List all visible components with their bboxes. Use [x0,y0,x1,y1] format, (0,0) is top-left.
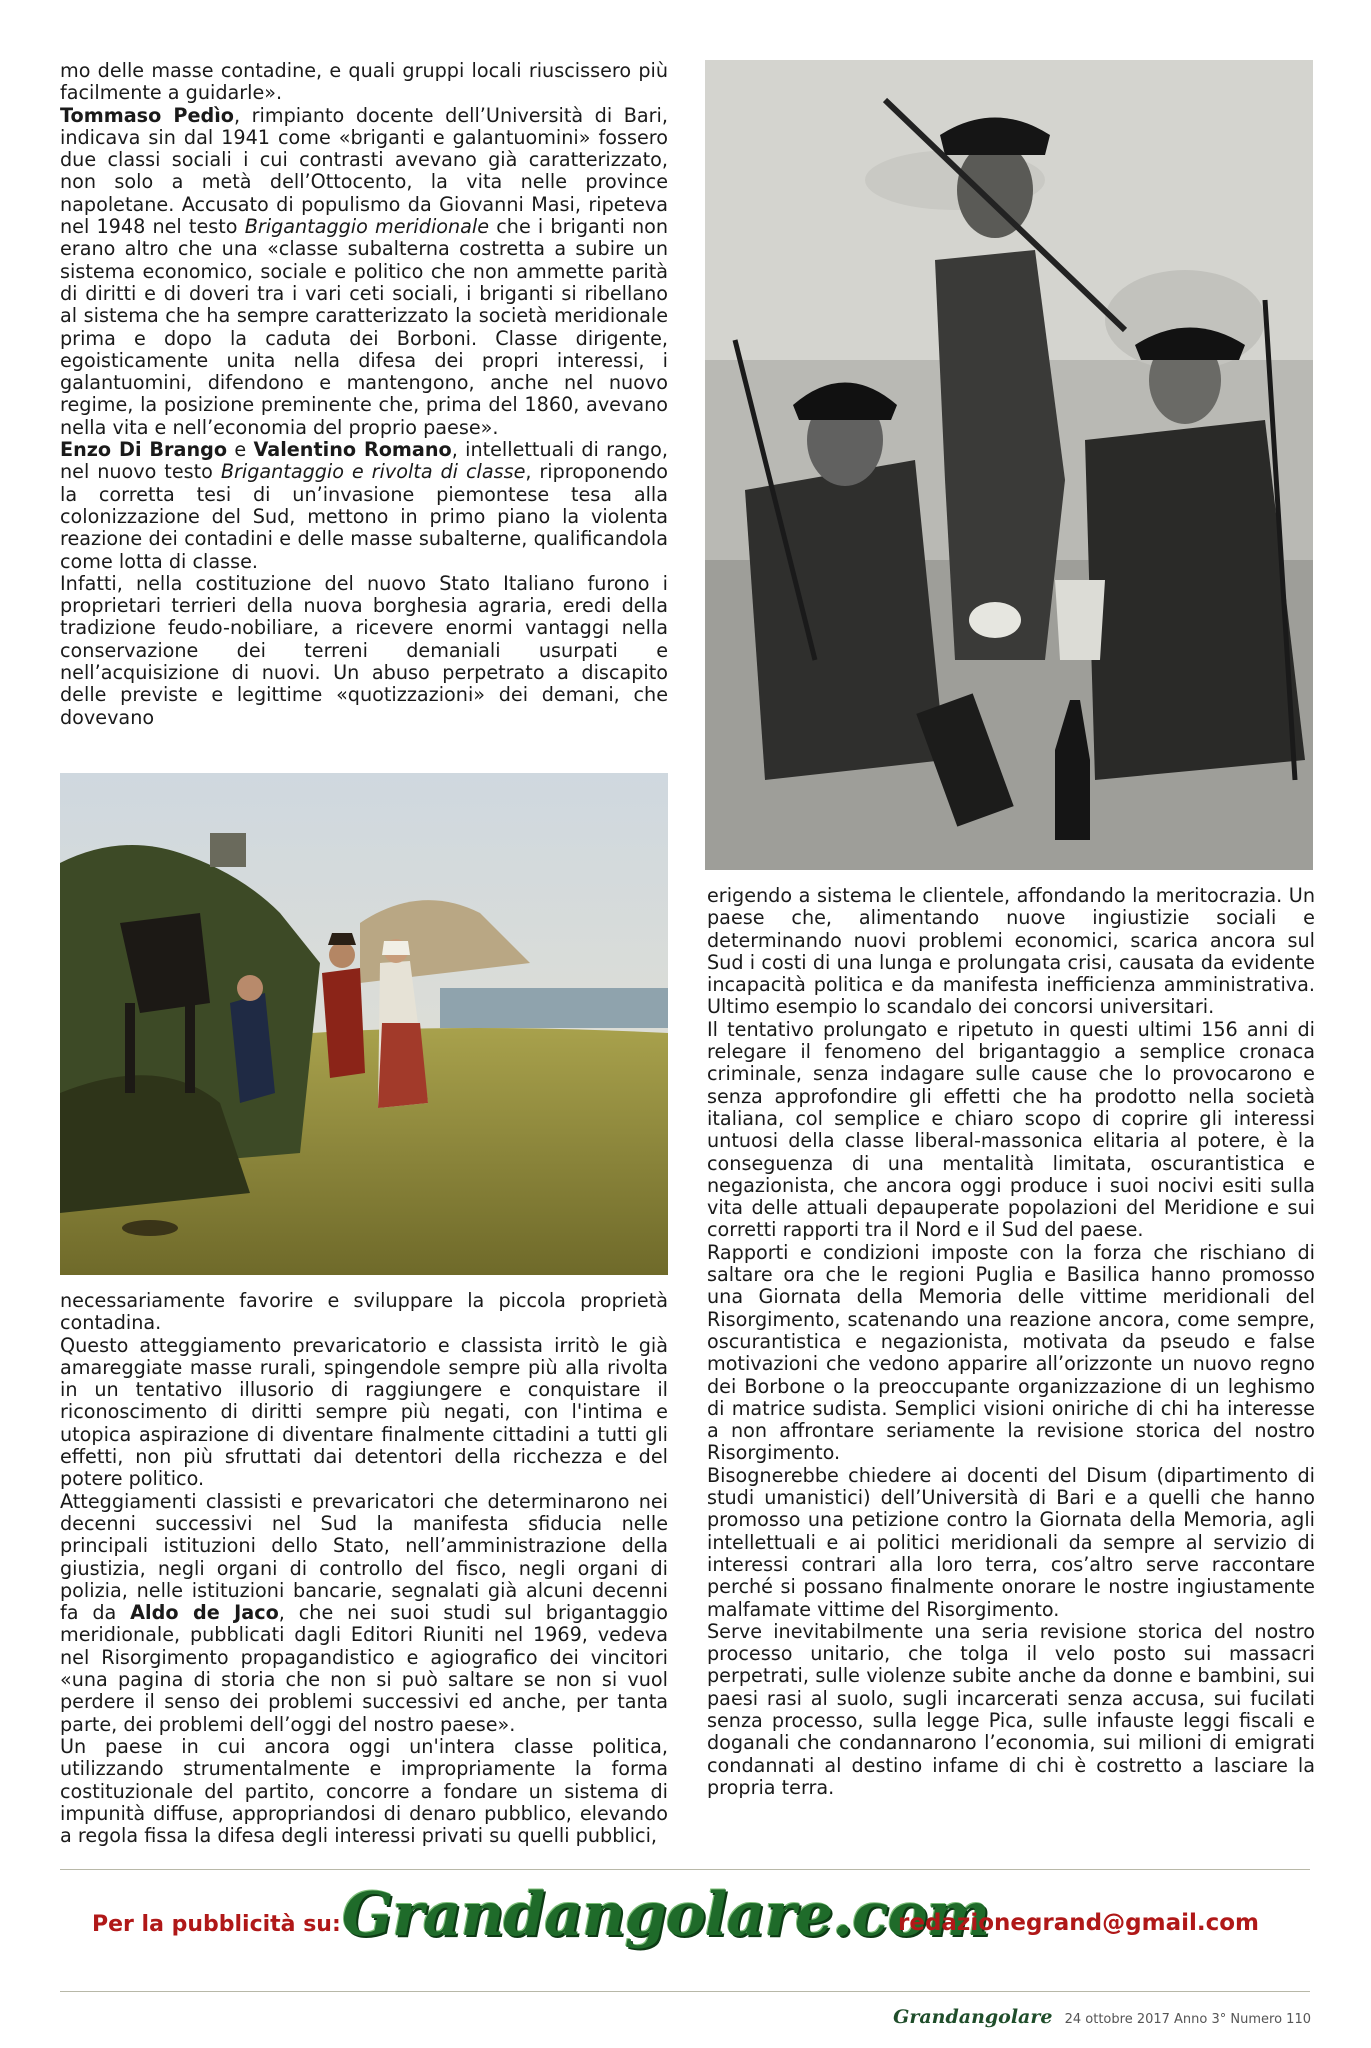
brigands-photograph [705,60,1313,870]
text-run: erigendo a sistema le clientele, affondando la meritocrazia. Un paese che, alimentando nuove ingiustizie sociali e determinando nuovi problemi economici, scarica ancora sul Sud i costi di una lunga e prolungata crisi, causata da evidente incapacità politica e da manifesta inefficienza amministrativa. Ultimo esempio lo scandalo dei concorsi universitari. [707,884,1315,1019]
paragraph [707,1242,1315,1465]
brigands-painting-image [60,773,668,1275]
text-run: Atteggiamenti classisti e prevaricatori che determinarono nei decenni successivi nel Sud la manifesta sfiducia nelle principali istituzioni dello Stato, nell’amministrazione della giustizia, negli organi di controllo del fisco, negli organi di polizia, nelle istituzioni bancarie, segnalati già alcuni decenni fa da [60,1489,668,1625]
paragraph [60,1290,668,1335]
text-run: , riproponendo la corretta tesi di un’invasione piemontese tesa alla colonizzazione del Sud, mettono in primo piano la violenta reazione dei contadini e delle masse subalterne, qualificandola come lotta di classe. [60,460,668,573]
paragraph [60,60,668,105]
bold-name: Enzo Di Brango [60,438,228,462]
text-run: Bisognerebbe chiedere ai docenti del Disum (dipartimento di studi umanistici) dell’Università di Bari e a quelli che hanno promosso una petizione contro la Giornata della Memoria, agli intellettuali e ai politici meridionali da sempre al servizio di interessi contrari alla loro terra, cos’altro serve raccontare perché si possano finalmente onorare le nostre ingiustamente malfamate vittime del Risorgimento. [707,1463,1315,1621]
brand-logo: Grandangolare.com [342,1880,990,1950]
article-column-right [707,885,1315,1799]
brigands-painting [60,773,668,1275]
paragraph [707,1621,1315,1799]
article-column-left-bottom [60,1290,668,1847]
paragraph [707,1465,1315,1621]
paragraph [60,105,668,439]
bold-name: Valentino Romano [253,438,452,462]
paragraph [707,885,1315,1019]
bold-name: Aldo de Jaco [130,1601,279,1625]
paragraph [60,439,668,573]
footer-issue-info: 24 ottobre 2017 Anno 3° Numero 110 [1064,2012,1311,2027]
paragraph [60,573,668,729]
text-run: Infatti, nella costituzione del nuovo Stato Italiano furono i proprietari terrieri della nuova borghesia agraria, eredi della tradizione feudo-nobiliare, a ricevere enormi vantaggi nella conservazione dei terreni demaniali usurpati e nell’acquisizione di nuovi. Un abuso perpetrato a discapito delle previste e legittime «quotizzazioni» dei demani, che dovevano [60,571,668,729]
bold-name: Tommaso Pedìo [60,103,234,127]
text-run: , che nei suoi studi sul brigantaggio meridionale, pubblicati dagli Editori Riuniti nel 1969, vedeva nel Risorgimento propagandistico e agiografico dei vincitori «una pagina di storia che non si può saltare se non si vuol perdere il senso dei problemi successivi ed anche, per tanta parte, dei problemi dell’oggi del nostro paese». [60,1601,668,1736]
ad-bottom-divider [60,1991,1310,1992]
text-run: che i briganti non erano altro che una «classe subalterna costretta a subire un sistema economico, sociale e politico che non ammette parità di diritti e di doveri tra i vari ceti sociali, i briganti si ribellano al sistema che ha sempre caratterizzato la società meridionale prima e dopo la caduta dei Borboni. Classe dirigente, egoisticamente unita nella difesa dei propri interessi, i galantuomini, difendono e mantengono, anche nel nuovo regime, la posizione preminente che, prima del 1860, avevano nella vita e nell’economia del proprio paese». [60,215,669,439]
book-title: Brigantaggio meridionale [244,215,490,239]
paragraph [60,1491,668,1736]
article-column-left-top [60,60,668,729]
text-run: , intellettuali di rango, nel nuovo testo [60,438,668,484]
text-run: , rimpianto docente dell’Università di Bari, indicava sin dal 1941 come «briganti e galantuomini» fossero due classi sociali i cui contrasti avevano già caratterizzato, non solo a metà dell’Ottocento, la vita nelle province napoletane. Accusato di populismo da Giovanni Masi, ripeteva nel 1948 nel testo [60,103,668,239]
footer-brand: Grandangolare [893,2006,1053,2028]
ad-top-divider [60,1869,1310,1870]
text-run: necessariamente favorire e sviluppare la piccola proprietà contadina. [60,1289,668,1335]
paragraph [60,1335,668,1491]
ad-label: Per la pubblicità su: [92,1912,341,1937]
text-run: mo delle masse contadine, e quali gruppi locali riuscissero più facilmente a guidarle». [60,59,668,105]
text-run: Rapporti e condizioni imposte con la forza che rischiano di saltare ora che le regioni Puglia e Basilica hanno promosso una Giornata della Memoria delle vittime meridionali del Risorgimento, scatenando una reazione ancora, come sempre, oscurantistica e negazionista, motivata da pseudo e false motivazioni che vedono apparire all’orizzonte un nuovo regno dei Borbone o la preoccupante organizzazione di un leghismo di matrice sudista. Semplici visioni oniriche di chi ha interesse a non affrontare seriamente la revisione storica del nostro Risorgimento. [707,1240,1315,1465]
text-run: Serve inevitabilmente una seria revisione storica del nostro processo unitario, che tolga il velo posto sui massacri perpetrati, sulle violenze subite anche da donne e bambini, sui paesi rasi al suolo, sugli incarcerati senza accusa, sui fucilati senza processo, sulla legge Pica, sulle infauste leggi fiscali e doganali che condannarono l’economia, sui milioni di emigrati condannati al destino infame di chi è costretto a lasciare la propria terra. [707,1619,1315,1799]
text-run: Un paese in cui ancora oggi un'intera classe politica, utilizzando strumentalmente e impropriamente la forma costituzionale del partito, concorre a fondare un sistema di impunità diffuse, appropriandosi di denaro pubblico, elevando a regola fissa la difesa degli interessi privati su quelli pubblici, [60,1734,668,1848]
text-run: Il tentativo prolungato e ripetuto in questi ultimi 156 anni di relegare il fenomeno del brigantaggio a semplice cronaca criminale, senza indagare sulle cause che lo provocarono e senza approfondire gli effetti che ha prodotto nella società italiana, col semplice e chiaro scopo di coprire gli interessi untuosi della classe liberal-massonica elitaria al potere, è la conseguenza di una mentalità limitata, oscurantistica e negazionista, che ancora oggi produce i suoi nocivi esiti sulla vita delle attuali depauperate popolazioni del Meridione e sui corretti rapporti tra il Nord e il Sud del paese. [707,1017,1315,1242]
paragraph [707,1019,1315,1242]
contact-email-link[interactable]: redazionegrand@gmail.com [898,1910,1259,1936]
page-footer [893,2006,1311,2028]
text-run: Questo atteggiamento prevaricatorio e classista irritò le già amareggiate masse rurali, spingendole sempre più alla rivolta in un tentativo illusorio di raggiungere e conquistare il riconoscimento di diritti sempre più negati, con l'intima e utopica aspirazione di diventare finalmente cittadini a tutti gli effetti, non più sfruttati dai detentori della ricchezza e del potere politico. [60,1333,668,1491]
brigands-photo-image [705,60,1313,870]
paragraph [60,1736,668,1847]
text-run: e [227,438,254,462]
book-title: Brigantaggio e rivolta di classe [220,460,526,484]
